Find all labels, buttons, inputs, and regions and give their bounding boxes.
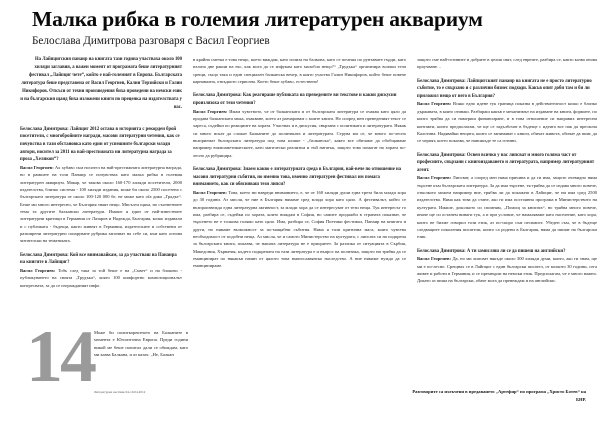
answer-2-1	[193, 108, 406, 160]
question-text: Кой все внимавайкам, за да участваш на Панаира на книгите в Лайпциг?	[20, 252, 177, 266]
speaker-interviewee: Васил Георгиев:	[193, 189, 227, 195]
question-text: Знаем какво е литературната среда в България, най-вече по отношение на масови литературни събития, но именно това, именно литературен фестивал им помага вниманието, как си обясняваш тези липси?	[193, 167, 402, 188]
speaker-interviewee: Васил Георгиев:	[417, 175, 452, 181]
answer-text: Тобъ след така за той беше е на „Съвет“ и на блоково - публикуването на своята „Трудъка“, която 100 комфортно композиционалът конгресната, за да се изгражданият инфо.	[20, 267, 183, 288]
continued-paragraph-3: защото сме най-готините и добрите в целия свят, след евреите, разбира се, както казва онова проучване…	[417, 56, 597, 70]
speaker-interviewee: Васил Георгиев:	[193, 108, 228, 114]
page-subheadline: Белослава Димитрова разговаря с Васил Георгиев	[32, 34, 270, 47]
speaker-interviewer: Белослава Димитрова:	[20, 252, 69, 258]
answer-3-3	[417, 255, 597, 284]
column-3	[417, 56, 597, 285]
speaker-interviewee: Васил Георгиев:	[417, 256, 451, 262]
broadcast-note: Разговорите са излъчени в предаването „Артефир“ по програма „Христо Ботев“ на БНР.	[412, 389, 586, 402]
answer-text: Имам чувството, че от балканската и от българската литература се очаква като цяло да продава балканската мъка, очакване, което аз разчаровам с моите книги. Но според мен преведеният текст се хареса, съдейки по реакциите на хората. Участвах и в дискусия, свързана с политиката и литературата. Някак си много искат да сложат Балканите до политиката и литературата. Струва ми се, че много по-лесно възприемат българската литература под това клише - „балканска“, както все обичаме да обобщаваме например южноаметикатските, като магически реализъм и тъй нататък, защото това помагат на хората по-лесно да рубрицира.	[193, 108, 406, 158]
answer-text: Това, което ни навреди вниманието, е, че от 160 хиляди души една трета била млади хора до 30 години. Аз мисля, че ние в България нямаме сред млада хора като цяло. А фестивалът, който се възпроизвежда една литературна активност, за млади хора да се интересуват от тези неща. Тук интересът го има, разбира се, съдейки по хората, които виждам в София, но самите продажби в страната показват, че търсенето не е толкова голямо като цяло. Има, разбира се, София Поетики фестивал, Панаир на книгата и други, но нямаме възможност за по-мащабни събития. Няма я тази критична маса, която чувства необходимост от подобни неща. Аз мисля, че и самото Министерство на културата, с липсата си на подкрепа за българската книга, показва, че нашата литература не е приоритет. За разлика от ситуацията в Сърбия, Македония, Хърватия, където подкрепата на тази литература е и въпрос на политика, защото ни трябва да се еманципират по някакъв начин от цялото това южнославянско наследство. А ние нямаме нужда да се еманципираме.	[193, 189, 406, 269]
question-3-2	[417, 152, 597, 175]
question-text: Освен всичко у нас липсват и много голяма част от професиите, свързани с книгоиздаването и литературата, например литературният агент.	[417, 152, 595, 173]
intro-lead-paragraph: На Лайпцигския панаир на книгата тази година участваха около 100 хиляди заглавия, а важен момент от програмата беше литературният фестивал „Лайпциг чете“, който е най-големият в Европа. Българската литература беше представена от Васил Георгиев, Калин Терзийски и Галин Никифоров. Откъси от техни произведения биха проведени на немски език и на българския щанд биха изложени книги по преценка на издателствата у нас.	[20, 56, 182, 110]
continued-paragraph-2: в крайна сметка е това нещо, което виждам, като излиза на балкона, като се почеша по рунтавите гърди, като излиза две ракии на екс, как мога да се изфукам като малобла нещо?“ „Трудъка“ организира всички тези срещи, също така и един специален балканска вечер, в която участва Галин Никифоров, който беше повече карнавална, откъдкото сериозна. Което беше хубаво, естествено!	[193, 56, 406, 84]
speaker-interviewee: Васил Георгиев:	[20, 267, 56, 273]
answer-text: Да, но ми липсват някъде около 300 хиляди думи, които, ако ги знам, ще ми е по-лесно. Срещнах се в Лайпциг с един български писател, от колкото 30 години, сега живее и работи в Германия, и се прехвърли на немски език. Предполагам, че е много важно. Докато аз пиша на български, обаче мога да превеждам и на английски.	[417, 256, 598, 284]
page-number: 14	[26, 316, 94, 398]
answer-3-2	[417, 174, 597, 240]
page-number-block	[18, 316, 188, 419]
question-2-1	[193, 92, 406, 107]
answer-text: Ах хубаво съм носител на най-престижната литературна награда, но в рамките на този Панаир се почувствах като малка рибка в големия литературен аквариум. Макар, че такова около 160-170 хиляди посетители, 2000 издателства, близко система - 100 хиляди издания, може би около 2500 посетена с българската литература от около 100-120 000 бе, не може като ofa дика „Градът“. Беше ми много интересно, че България знаят нещо. Мисълта щяха, но съответните тема та другите балкански литератури. Имаше я един от най-известните литературни критици в Германия от Лазаров и Надежда, България, колко издавали и с публиката - бъдещи, както живеят в Германия, издателските и собствени от разширени литературно пазаруване рубрика започват на себе си, към като основа читателски на тематиката.	[20, 164, 183, 244]
footer-credit: Литературен вестник 04-10.04.2012	[94, 390, 146, 394]
speaker-interviewer: Белослава Димитрова:	[417, 248, 466, 254]
question-text: Как реагираше публиката на преведените ви текстове и какви дискусии произлязоха от тези четения?	[193, 93, 397, 106]
answer-text: Всяко едно идене тук граница показва в действителност колко е близко държавата, в която отиваш. Разбираш какъв е механизмът на издаване на книги, формите, по които трябва да си намериш финансиране, и в това отношение си направих интересни контакти, които предполагам, че ще се задълбочат в бъдеще с идеята все пак да прескоча Калотина. Надявайки нещата, които се занимават с книги, обичат живота, обичат да пият, да се черпят, което показва, че навсякъде те са готини.	[417, 101, 597, 144]
question-text: А ти замисляш ли се да пишеш на английски?	[466, 248, 566, 254]
page-headline: Малка рибка в големия литературен аквариум	[32, 7, 483, 31]
speaker-interviewer: Белослава Димитрова:	[193, 93, 242, 99]
answer-3-1	[417, 100, 597, 144]
question-1-1	[20, 126, 182, 164]
speaker-interviewer: Белослава Димитрова:	[417, 152, 466, 158]
question-text: Лайпциг 2012 остава в историята с рекорден брой посетители, с многобройните награди, масови литературни четения, как се почувства в тази обстановка като един от успешните български млади автори, носител за 2011 на най-престижната ни литературна награда за проза „Хеликон“?	[20, 126, 180, 163]
speaker-interviewer: Белослава Димитрова:	[20, 126, 69, 132]
answer-text: Липсват, а според мен няма причина и да ги има, защото очевидно няма търсене към българската литература. За да има търсене, тя трябва да се издава много повече, отколкото можем например ние, трябва ли да покажеш в Лайпциг, че ни има сред 2500 издателства. Няма как това да стане, ако ги има постоянна програма в Министерството на културата. Имаше, доколкото си спомням, „Помощ за книгата“, но трябва много повече, иначе ще си останем винаги тук, а и при условие, че намаляваме като население, като хора, които не бихме говорил този език, аз по-скоро съм песимист. Убеден съм, че в бъдеще следващите поколения писатели, които са родени в България, няма да пишат на български език.	[417, 175, 598, 240]
question-1-2	[20, 252, 182, 267]
speaker-interviewee: Васил Георгиев:	[417, 101, 452, 107]
spacer	[20, 112, 182, 119]
question-2-2	[193, 166, 406, 189]
speaker-interviewer: Белослава Димитрова:	[193, 167, 242, 173]
speaker-interviewer: Белослава Димитрова:	[417, 78, 466, 84]
column-1	[20, 56, 182, 289]
answer-1-2	[20, 267, 182, 289]
question-3-1	[417, 78, 597, 101]
answer-2-2	[193, 189, 406, 270]
column-2	[193, 56, 406, 270]
page-number-sidetext: Може би политкоректното на Балканите в момента е Югоизточна Европа. Преди години никой ме беше попитал дали се обиждам, като ми казва Балкана, и аз казах: „Не, Балкан	[94, 330, 188, 358]
answer-1-1	[20, 164, 182, 245]
question-text: Лайпцигският панаир на книгата не е просто литературно събитие, то е свързано и с различни бизнес подходи. Какъв опит доби там и би ли приложил нещо от него в България?	[417, 78, 592, 99]
speaker-interviewee: Васил Георгиев:	[20, 164, 54, 170]
question-3-3	[417, 248, 597, 256]
